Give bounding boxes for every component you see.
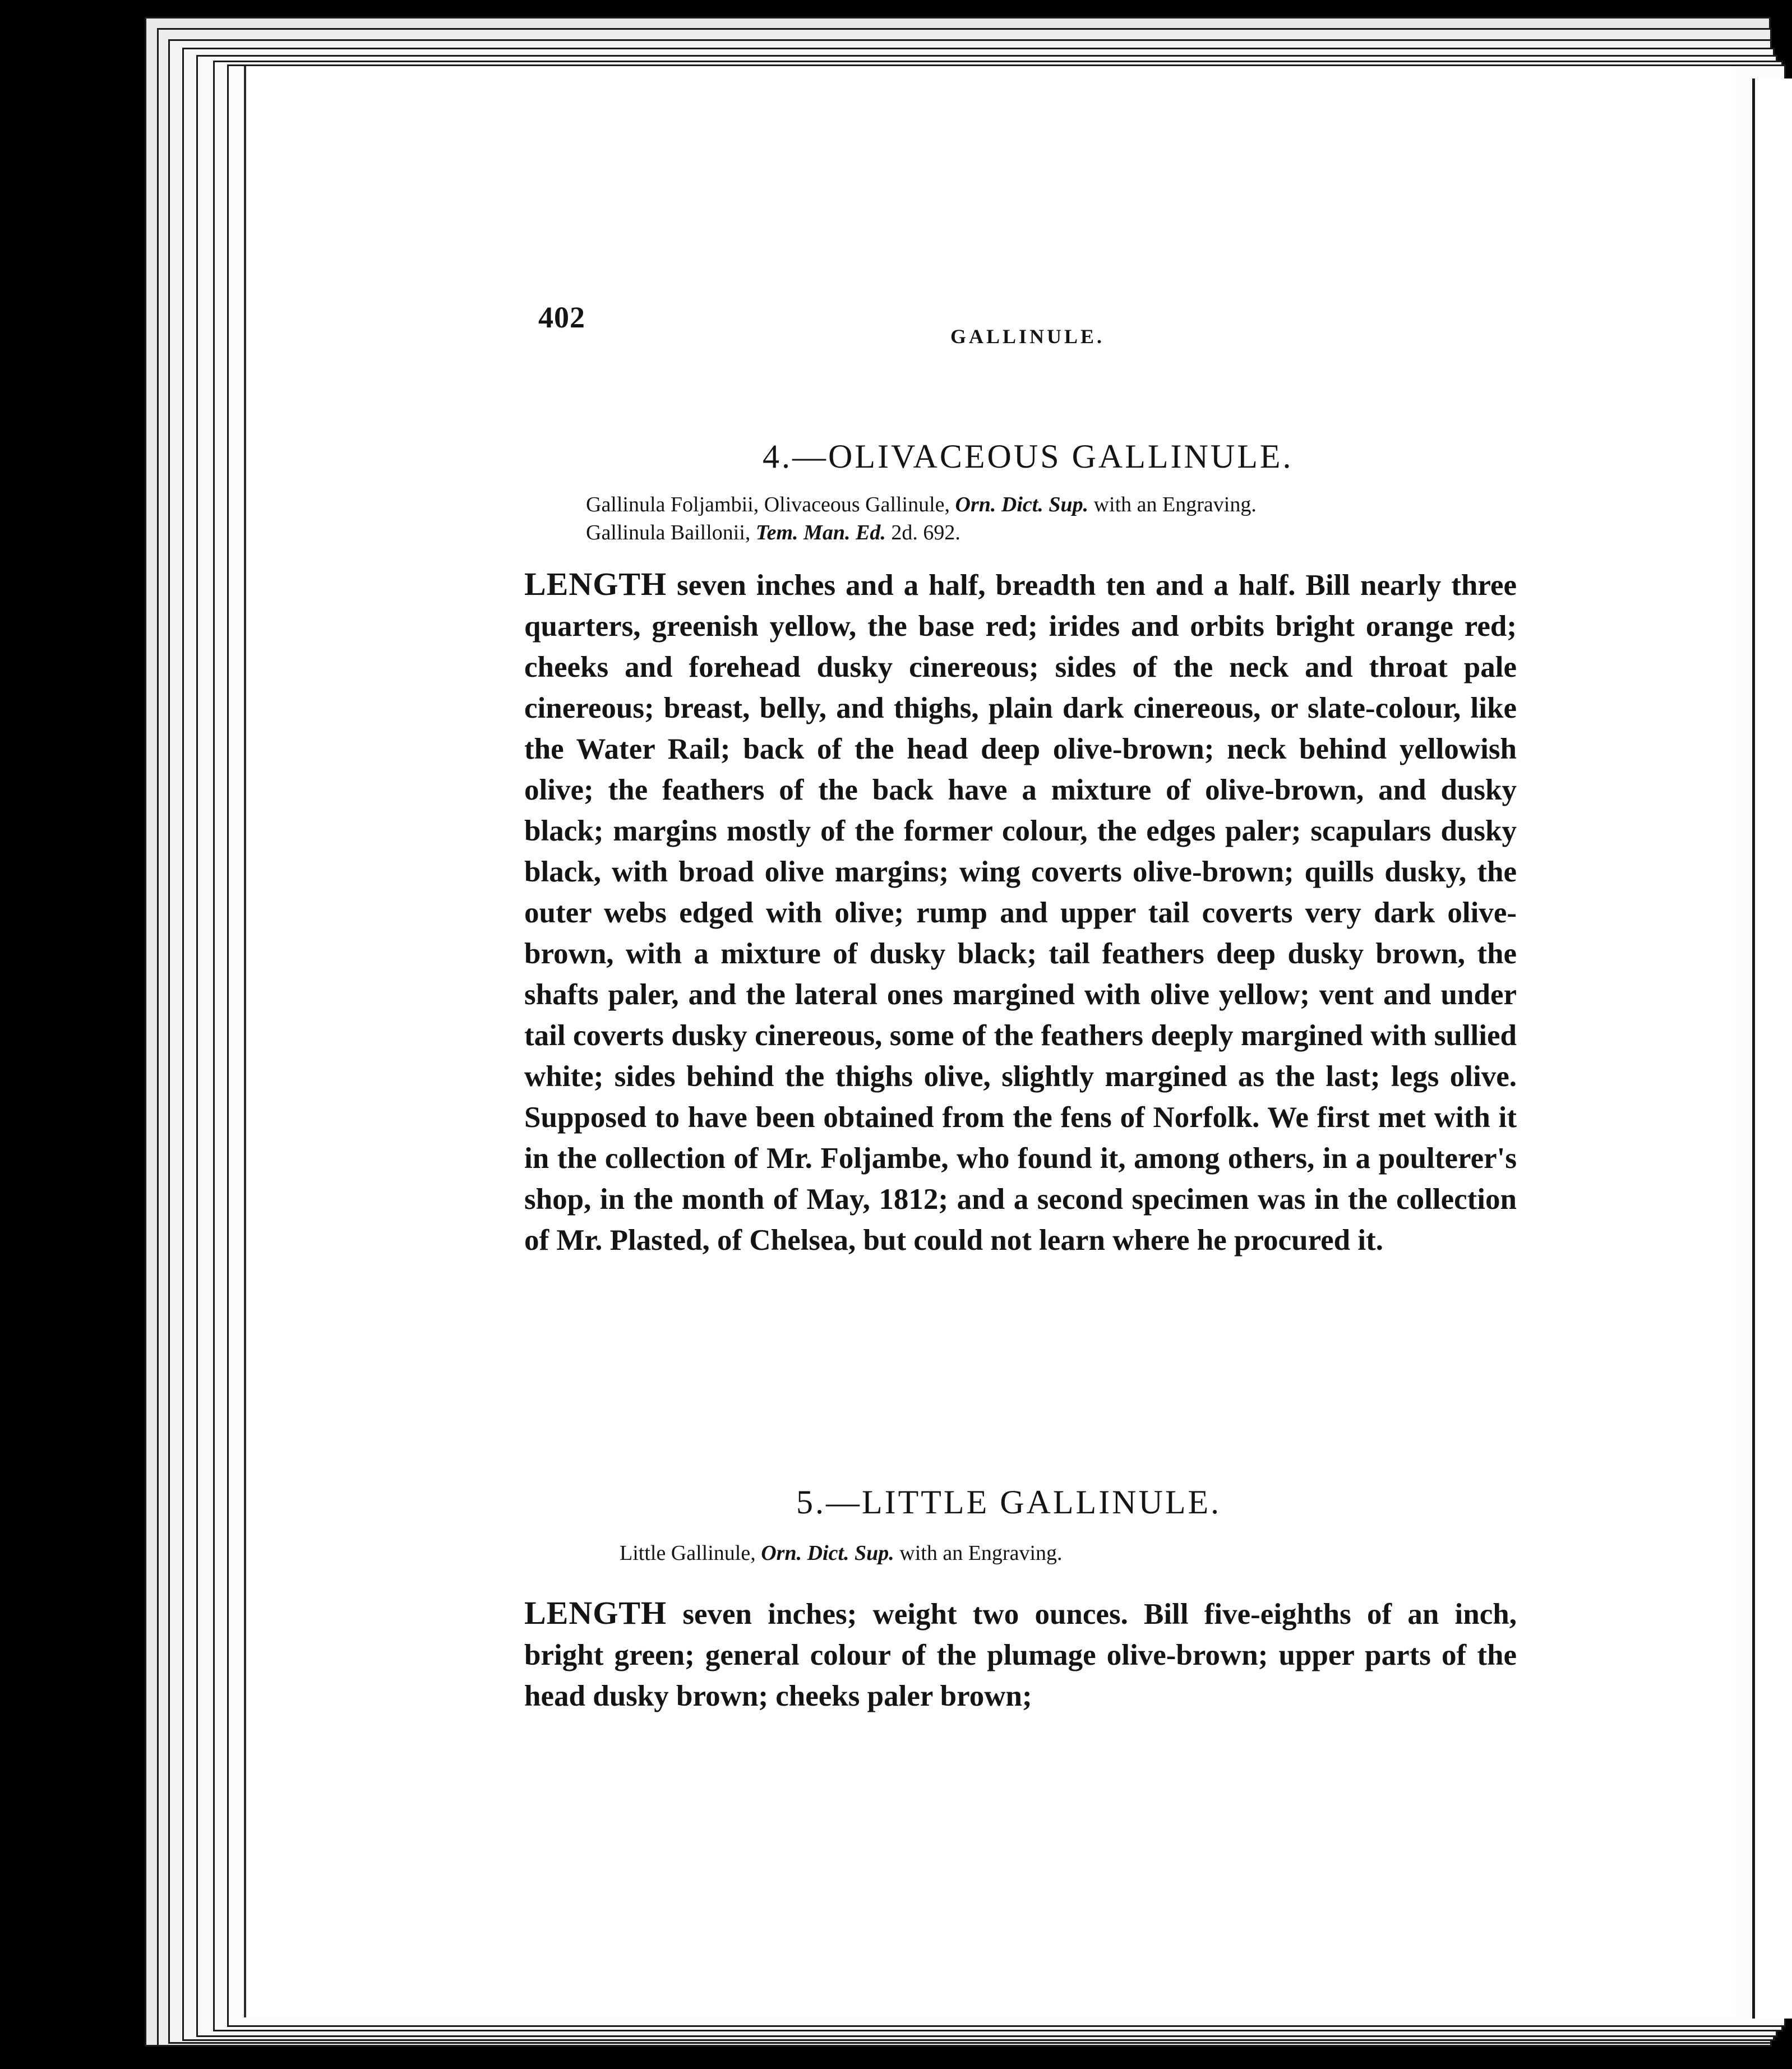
synonym-name: Gallinula Baillonii, xyxy=(586,521,756,544)
description-text: seven inches and a half, breadth ten and a half. Bill nearly three quarters, greenish yellow, the base red; irides and orbits bright orange red; cheeks and forehead dusky cinereous; sides of the neck and throat pale cinereous; breast, belly, and thighs, plain dark cinereous, or slate-colour, like the Water Rail; back of the head deep olive-brown; neck behind yellowish olive; the feathers of the back have a mixture of olive-brown, and dusky black; margins mostly of the former colour, the edges paler; scapulars dusky black, with broad olive margins; wing coverts olive-brown; quills dusky, the outer webs edged with olive; rump and upper tail coverts very dark olive-brown, with a mixture of dusky black; tail feathers deep dusky brown, the shafts paler, and the lateral ones margined with olive yellow; vent and under tail coverts dusky cinereous, some of the feathers deeply margined with sullied white; sides behind the thighs olive, slightly margined as the last; legs olive. Supposed to have been obtained from the fens of Norfolk. We first met with it in the collection of Mr. Foljambe, who found it, among others, in a poulterer's shop, in the month of May, 1812; and a second specimen was in the collection of Mr. Plasted, of Chelsea, but could not learn where he procured it. xyxy=(524,569,1517,1257)
facing-page-edge xyxy=(1752,78,1792,2019)
description-paragraph xyxy=(524,564,1517,1261)
synonym-reference: Orn. Dict. Sup. xyxy=(761,1541,894,1565)
synonym-name: Gallinula Foljambii, Olivaceous Gallinule, xyxy=(586,493,955,516)
page-number: 402 xyxy=(538,301,585,334)
synonym-reference: Orn. Dict. Sup. xyxy=(955,493,1089,516)
running-head xyxy=(538,300,1514,348)
section-title-olivaceous-gallinule: 4.—OLIVACEOUS GALLINULE. xyxy=(763,438,1294,475)
running-title: GALLINULE. xyxy=(950,325,1105,348)
lead-word: LENGTH xyxy=(524,566,667,602)
synonym-note: 2d. 692. xyxy=(885,521,960,544)
synonym-line xyxy=(586,520,960,545)
synonym-note: with an Engraving. xyxy=(1088,493,1257,516)
synonym-line xyxy=(620,1541,1063,1565)
lead-word: LENGTH xyxy=(524,1595,667,1631)
description-paragraph xyxy=(524,1592,1517,1717)
synonym-reference: Tem. Man. Ed. xyxy=(755,521,886,544)
description-text: seven inches; weight two ounces. Bill five-eighths of an inch, bright green; general colour of the plumage olive-brown; upper parts of the head dusky brown; cheeks paler brown; xyxy=(524,1598,1517,1712)
section-title-little-gallinule: 5.—LITTLE GALLINULE. xyxy=(796,1484,1222,1521)
synonym-name: Little Gallinule, xyxy=(620,1541,761,1565)
synonym-line xyxy=(586,492,1257,517)
synonym-note: with an Engraving. xyxy=(894,1541,1063,1565)
